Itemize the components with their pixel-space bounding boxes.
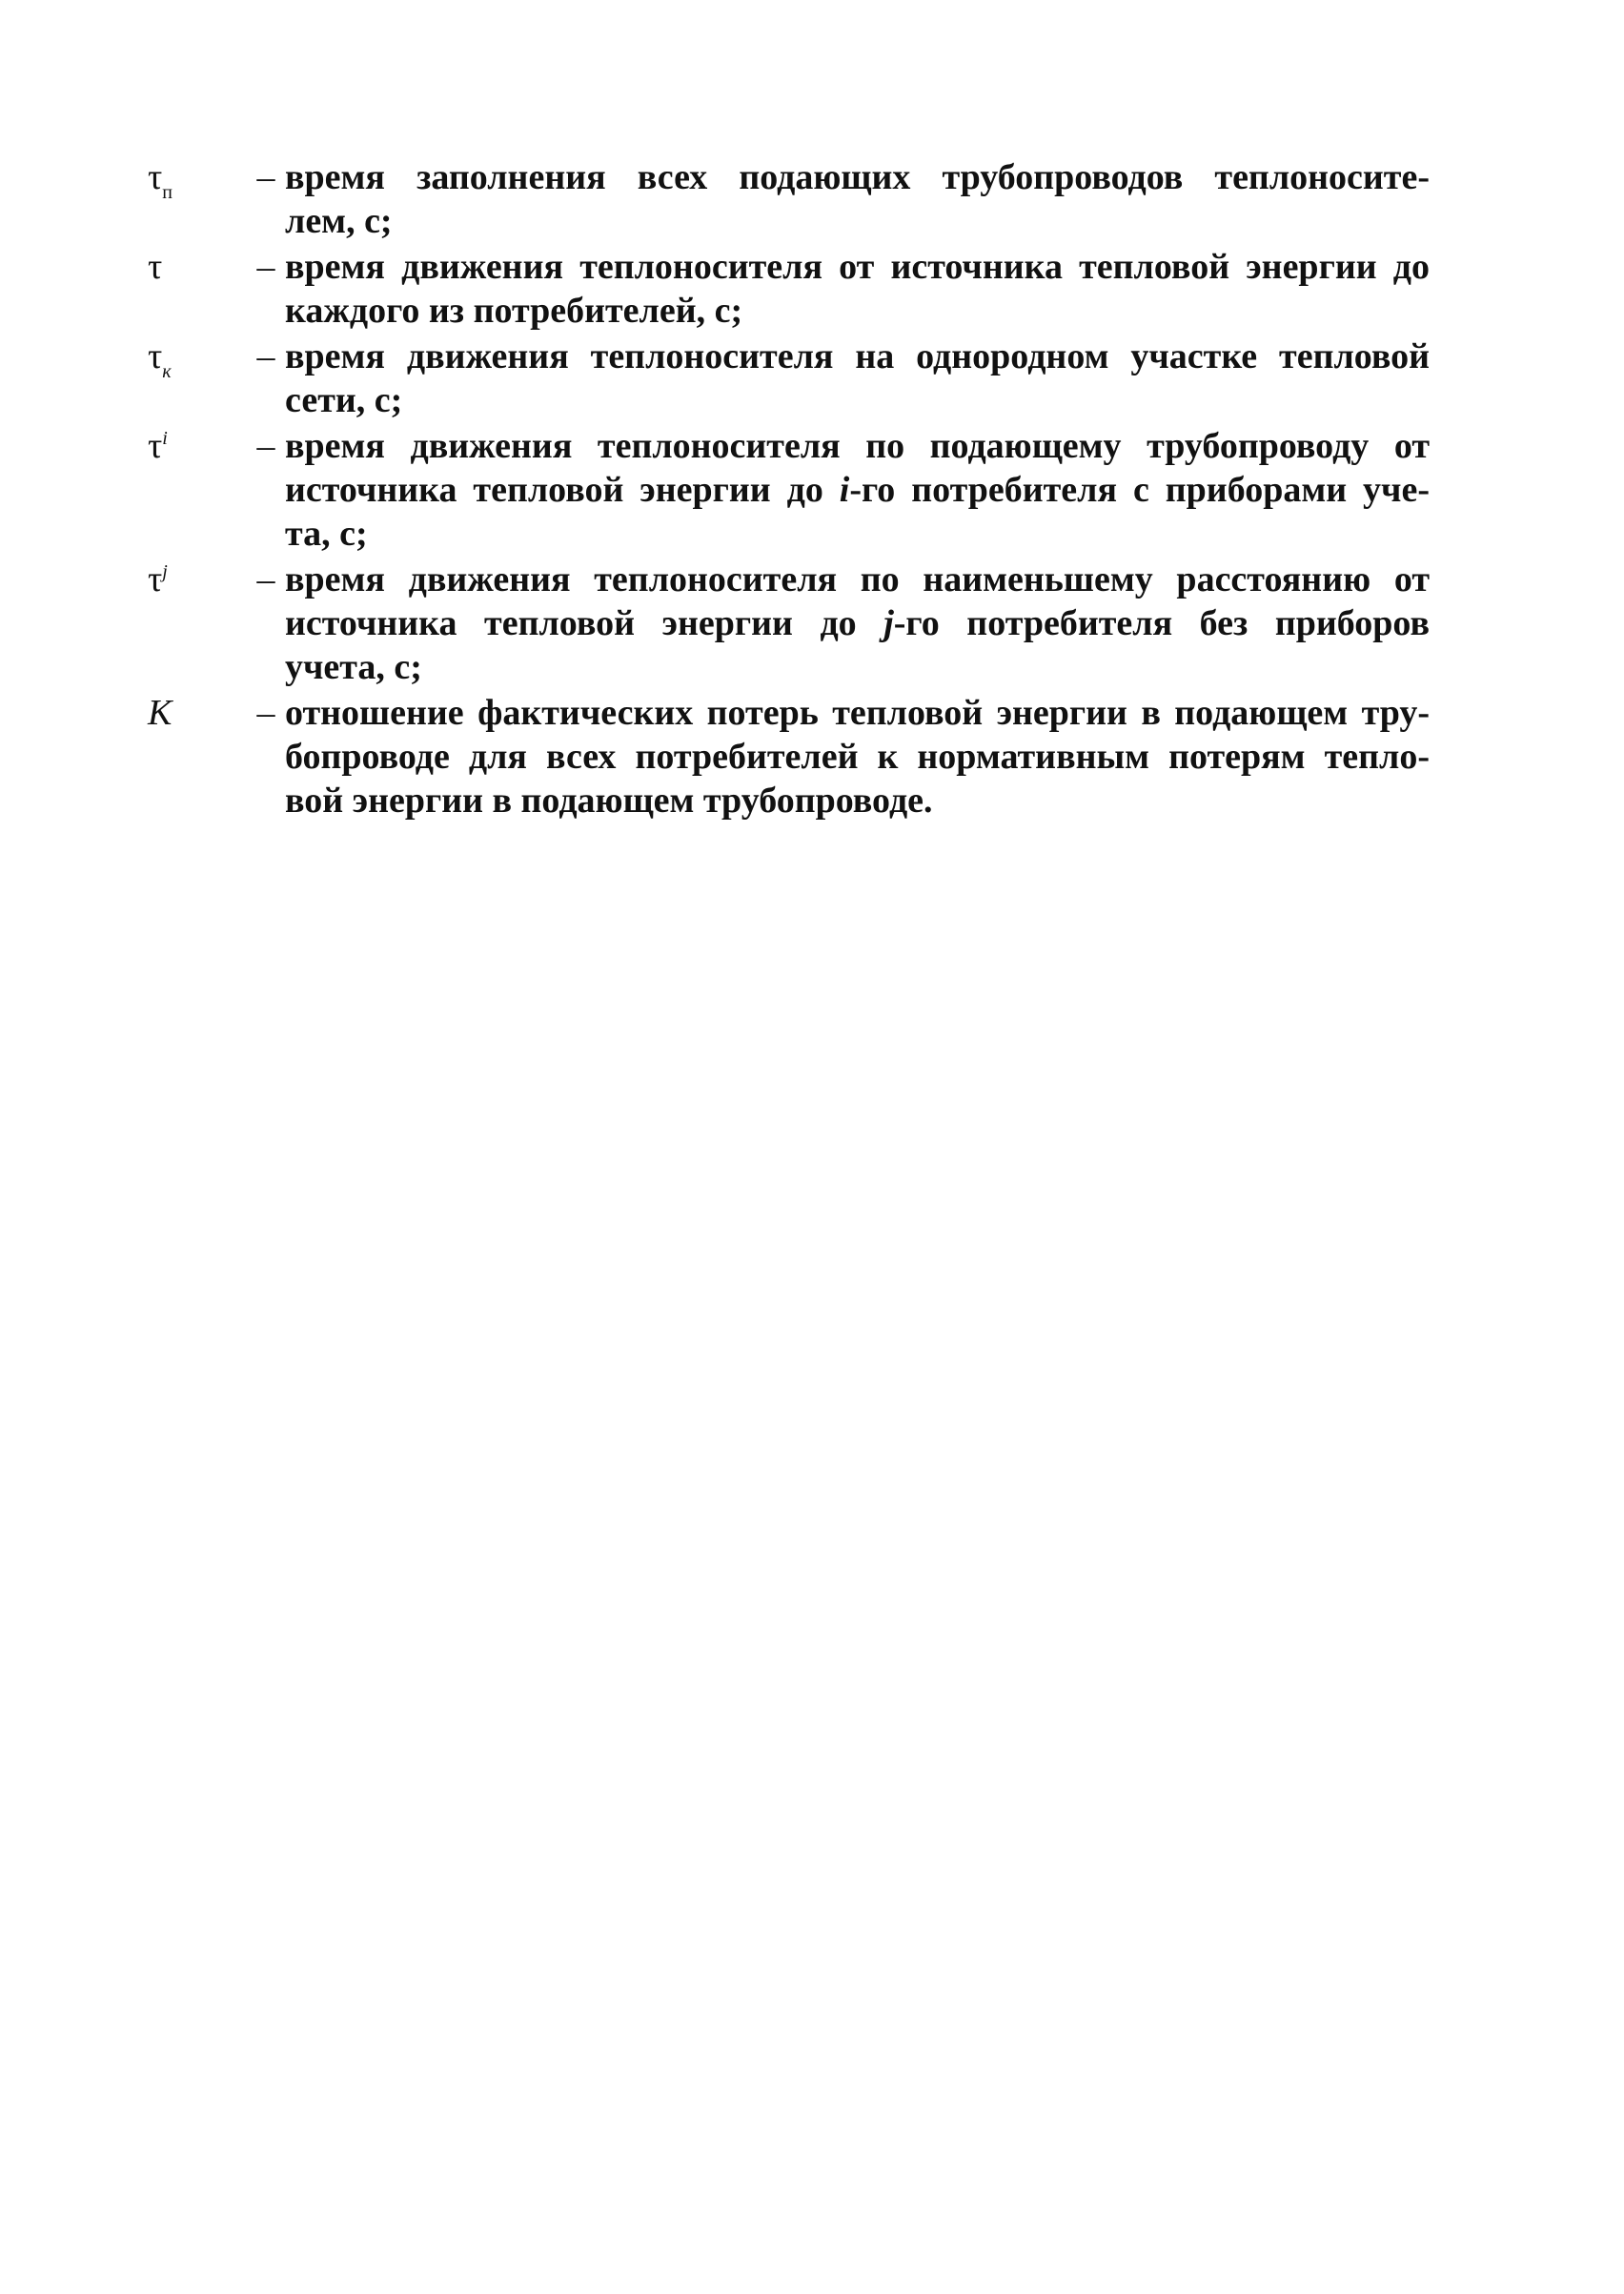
definition-line: учета, с; bbox=[285, 647, 422, 687]
definition-line: время движения теплоносителя от источника тепловой энергии до bbox=[285, 247, 1430, 287]
definition-line bbox=[285, 601, 1430, 645]
definition-line: время движения теплоносителя на однородном участке тепловой bbox=[285, 336, 1430, 376]
definition-row bbox=[148, 155, 1430, 243]
definition-line: время движения теплоносителя по наименьшему расстоянию от bbox=[285, 559, 1430, 599]
definition-text bbox=[285, 424, 1430, 556]
definition-line: каждого из потребителей, с; bbox=[285, 291, 743, 331]
definition-line: время движения теплоносителя по подающему трубопроводу от bbox=[285, 426, 1430, 466]
symbol-base: τ bbox=[148, 426, 163, 466]
symbol-subscript: п bbox=[162, 182, 173, 203]
definition-row bbox=[148, 335, 1430, 422]
symbol-subscript: к bbox=[162, 361, 172, 382]
definition-line: сети, с; bbox=[285, 380, 403, 420]
definitions-list bbox=[148, 155, 1430, 824]
symbol-base: τ bbox=[148, 336, 163, 376]
definition-dash: – bbox=[256, 336, 275, 376]
definition-dash: – bbox=[256, 426, 275, 466]
definition-text bbox=[285, 691, 1430, 822]
definition-dash: – bbox=[256, 559, 275, 599]
definition-line: лем, с; bbox=[285, 201, 393, 241]
definition-symbol bbox=[148, 691, 247, 735]
definition-line-tail: -го потребителя без приборов bbox=[893, 603, 1430, 643]
definition-dash: – bbox=[256, 247, 275, 287]
definition-line-head: источника тепловой энергии до bbox=[285, 603, 884, 643]
definition-text bbox=[285, 335, 1430, 422]
definition-row bbox=[148, 691, 1430, 822]
definition-row bbox=[148, 245, 1430, 333]
definition-text bbox=[285, 558, 1430, 689]
definition-dash: – bbox=[256, 157, 275, 197]
definition-text bbox=[285, 245, 1430, 333]
definition-line: та, с; bbox=[285, 514, 368, 554]
definition-line bbox=[285, 468, 1430, 512]
definition-line: время заполнения всех подающих трубопроводов теплоносите- bbox=[285, 157, 1430, 197]
definition-line: отношение фактических потерь тепловой энергии в подающем тру- bbox=[285, 693, 1430, 733]
inline-variable: j bbox=[883, 603, 894, 643]
definition-symbol bbox=[148, 155, 247, 203]
definition-symbol bbox=[148, 424, 247, 468]
definition-line-tail: -го потребителя с приборами уче- bbox=[849, 470, 1430, 510]
inline-variable: i bbox=[839, 470, 850, 510]
symbol-base: τ bbox=[148, 559, 163, 599]
symbol-superscript: i bbox=[162, 428, 168, 449]
definition-line: вой энергии в подающем трубопроводе. bbox=[285, 781, 933, 821]
definition-symbol bbox=[148, 558, 247, 601]
symbol-base: τ bbox=[148, 157, 163, 197]
definition-dash: – bbox=[256, 693, 275, 733]
definition-row bbox=[148, 558, 1430, 689]
definition-line: бопроводе для всех потребителей к нормативным потерям тепло- bbox=[285, 737, 1430, 777]
definition-line-head: источника тепловой энергии до bbox=[285, 470, 840, 510]
definition-symbol bbox=[148, 335, 247, 382]
symbol-base: τ bbox=[148, 247, 163, 287]
definition-row bbox=[148, 424, 1430, 556]
definition-text bbox=[285, 155, 1430, 243]
symbol-base: К bbox=[148, 693, 173, 733]
definition-symbol bbox=[148, 245, 247, 289]
symbol-superscript: j bbox=[162, 561, 168, 582]
